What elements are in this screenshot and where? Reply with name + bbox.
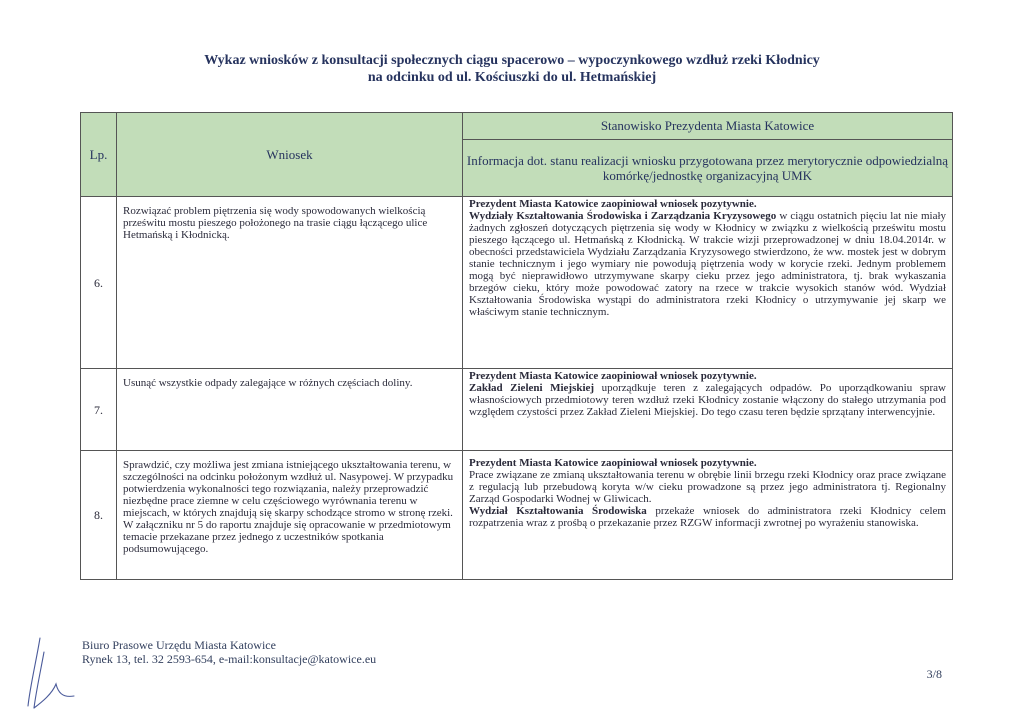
page-title xyxy=(0,52,1024,86)
response-text xyxy=(469,505,946,529)
response-body: przekaże wniosek do administratora rzeki Kłodnicy celem rozpatrzenia wraz z prośbą o przekazanie przez RZGW informacji zwrotnej po wyrażeniu stanowiska. xyxy=(469,505,946,529)
response-cell xyxy=(463,451,953,580)
row-number: 6. xyxy=(81,197,117,369)
title-line-2: na odcinku od ul. Kościuszki do ul. Hetmańskiej xyxy=(367,70,657,85)
header-lp: Lp. xyxy=(81,113,117,197)
response-intro: Prace związane ze zmianą ukształtowania terenu w obrębie linii brzegu rzeki Kłodnicy oraz prace związane z regulacją lub przebudową koryta w/w cieku prowadzone są przez jego administratora tj. Regionalny Zarząd Gospodarki Wodnej w Gliwicach. xyxy=(469,469,946,505)
proposals-table xyxy=(80,112,953,580)
response-heading: Prezydent Miasta Katowice zaopiniował wniosek pozytywnie. xyxy=(469,457,757,469)
table-row xyxy=(81,369,953,451)
response-body: w ciągu ostatnich pięciu lat nie miały żadnych zgłoszeń dotyczących piętrzenia się wody w Kłodnicy w związku z wielkością prześwitu mostu pieszego łączącego ul. Hetmańską z Kłodnicką. W trakcie wizji przeprowadzonej w dniu 18.04.2014r. w obecności przedstawiciela Wydziału Zarządzania Kryzysowego stwierdzono, że ww. mostek jest w dobrym stanie technicznym i jego wymiary nie powodują piętrzenia wody w korycie rzeki. Jednym problemem mogą być nieprawidłowo utrzymywane skarpy cieku przez jego administratora, tj. brak wykaszania brzegów cieku, który może powodować zatory na rzece w trakcie wysokich stanów wód. Wydział Kształtowania Środowiska wystąpi do administratora rzeki Kłodnicy o utrzymywanie jej skarp we właściwym stanie technicznym. xyxy=(469,210,947,318)
signature-mark xyxy=(22,632,82,712)
response-cell xyxy=(463,369,953,451)
response-text xyxy=(469,382,946,418)
footer-office: Biuro Prasowe Urzędu Miasta Katowice xyxy=(82,638,276,652)
response-heading: Prezydent Miasta Katowice zaopiniował wniosek pozytywnie. xyxy=(469,370,757,382)
response-department: Wydziały Kształtowania Środowiska i Zarządzania Kryzysowego xyxy=(469,210,777,222)
header-row-1 xyxy=(81,113,953,140)
response-department: Wydział Kształtowania Środowiska xyxy=(469,505,647,517)
request-text: Sprawdzić, czy możliwa jest zmiana istniejącego ukształtowania terenu, w szczególności na odcinku położonym wzdłuż ul. Nasypowej. W przypadku potwierdzenia wykonalności tego rozwiązania, należy przeprowadzić niezbędne prace ziemne w celu częściowego wyrównania terenu w miejscach, w których znajdują się skarpy schodzące stromo w stronę rzeki. W załączniku nr 5 do raportu znajduje się opracowanie w przedmiotowym temacie przekazane przez jednego z uczestników spotkania podsumowującego. xyxy=(117,451,463,580)
footer-contact: Rynek 13, tel. 32 2593-654, e-mail:konsultacje@katowice.eu xyxy=(82,652,377,666)
response-heading: Prezydent Miasta Katowice zaopiniował wniosek pozytywnie. xyxy=(469,198,757,210)
header-informacja: Informacja dot. stanu realizacji wniosku przygotowana przez merytorycznie odpowiedzialną komórkę/jednostkę organizacyjną UMK xyxy=(463,140,953,197)
response-cell xyxy=(463,197,953,369)
response-body: uporządkuje teren z zalegających odpadów. Po uporządkowaniu spraw własnościowych przedmiotowy teren wzdłuż rzeki Kłodnicy zostanie włączony do stałego utrzymania pod względem czystości przez Zakład Zieleni Miejskiej. Do tego czasu teren będzie sprzątany interwencyjnie. xyxy=(469,382,946,418)
header-stanowisko: Stanowisko Prezydenta Miasta Katowice xyxy=(463,113,953,140)
row-number: 7. xyxy=(81,369,117,451)
header-wniosek: Wniosek xyxy=(117,113,463,197)
table-row xyxy=(81,451,953,580)
response-department: Zakład Zieleni Miejskiej xyxy=(469,382,595,394)
request-text: Usunąć wszystkie odpady zalegające w różnych częściach doliny. xyxy=(117,369,463,451)
footer xyxy=(82,638,376,666)
title-line-1: Wykaz wniosków z konsultacji społecznych ciągu spacerowo – wypoczynkowego wzdłuż rzeki Kłodnicy xyxy=(204,53,820,68)
request-text: Rozwiązać problem piętrzenia się wody spowodowanych wielkością prześwitu mostu pieszego położonego na trasie ciągu łączącego ulice Hetmańską i Kłodnicką. xyxy=(117,197,463,369)
response-text xyxy=(469,210,946,318)
row-number: 8. xyxy=(81,451,117,580)
table-row xyxy=(81,197,953,369)
page-number: 3/8 xyxy=(926,667,942,681)
